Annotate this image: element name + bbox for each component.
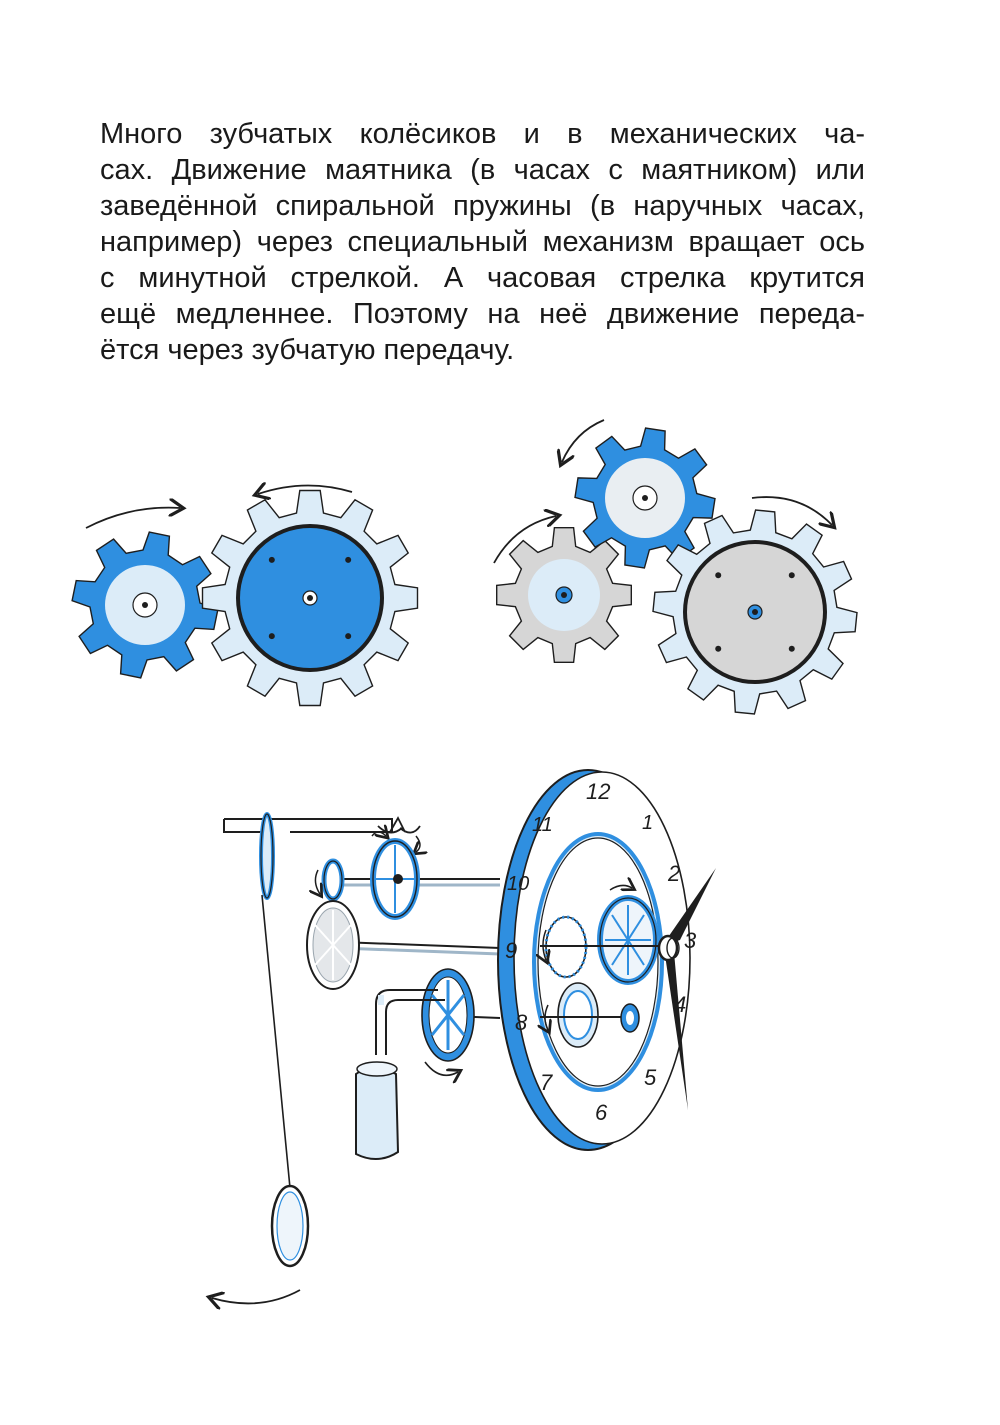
text-line: Много зубчатых колёсиков и в механических ча- — [100, 118, 865, 150]
escape-wheel — [373, 841, 417, 917]
frame-bar — [224, 819, 392, 832]
frame-post — [224, 819, 262, 832]
gear-bolt — [789, 646, 795, 652]
pendulum-rod — [262, 895, 290, 1188]
main-wheel — [307, 901, 359, 989]
weight — [356, 1068, 398, 1159]
clock-number: 10 — [507, 873, 530, 895]
gear-axle — [142, 602, 148, 608]
clock-number: 4 — [674, 992, 687, 1017]
gear-axle — [752, 609, 758, 615]
gear-bolt — [269, 557, 275, 563]
text-line: например) через специальный механизм вращает ось — [100, 226, 865, 258]
escapement-anchor — [378, 818, 420, 833]
clock-number: 3 — [684, 928, 697, 953]
clock-number: 12 — [586, 779, 611, 804]
clock-number: 1 — [642, 812, 654, 834]
clock-number: 2 — [668, 861, 681, 886]
hand-hub — [659, 936, 677, 960]
text-line: с минутной стрелкой. А часовая стрелка крутится — [100, 262, 865, 294]
clock-number: 5 — [644, 1065, 657, 1090]
gear-axle — [642, 495, 648, 501]
text-line: заведённой спиральной пружины (в наручных часах, — [100, 190, 865, 222]
clock-number: 7 — [540, 1070, 553, 1095]
rotation-arrow-icon — [562, 420, 604, 462]
gear-bolt — [345, 557, 351, 563]
gear-bolt — [269, 633, 275, 639]
clock-number: 6 — [595, 1100, 608, 1125]
rotation-arrow-icon — [212, 1290, 300, 1303]
text-line: сах. Движение маятника (в часах с маятником) или — [100, 154, 865, 186]
clock-number: 8 — [515, 1010, 528, 1035]
top-blue-gear — [575, 428, 715, 568]
small-grey-gear — [497, 528, 632, 663]
drum-wheel — [422, 969, 474, 1075]
gear-bolt — [345, 633, 351, 639]
clock-face — [498, 770, 690, 1150]
gear-bolt — [789, 572, 795, 578]
gear-axle — [307, 595, 313, 601]
clock-mechanism — [212, 770, 716, 1303]
small-blue-gear — [72, 532, 218, 678]
text-line: ётся через зубчатую передачу. — [100, 334, 515, 366]
rotation-arrow-icon — [86, 508, 180, 528]
gear-axle — [561, 592, 567, 598]
gear-pair-left — [72, 485, 417, 705]
large-grey-blue-gear — [203, 491, 418, 706]
clock-number: 9 — [505, 938, 518, 963]
gear-bolt — [715, 572, 721, 578]
text-line: ещё медленнее. Поэтому на неё движение переда- — [100, 298, 865, 330]
gear-bolt — [715, 646, 721, 652]
gear-trio-right — [494, 420, 857, 714]
clock-number: 11 — [532, 814, 553, 836]
